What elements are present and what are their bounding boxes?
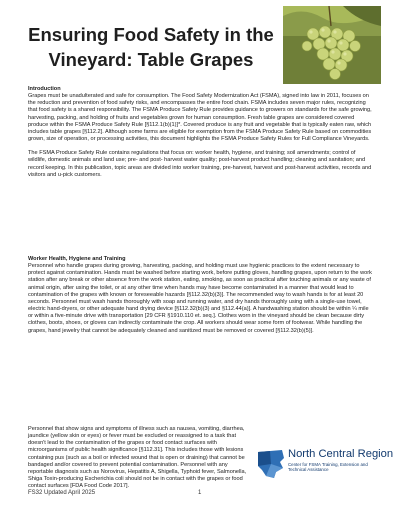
region-map-icon <box>256 448 286 480</box>
page-number: 1 <box>198 490 202 496</box>
introduction-heading: Introduction <box>28 86 61 92</box>
worker-health-section <box>28 256 374 335</box>
introduction-section <box>28 86 374 186</box>
worker-health-heading: Worker Health, Hygiene and Training <box>28 256 126 262</box>
page-title: Ensuring Food Safety in the Vineyard: Table Grapes <box>28 24 274 70</box>
grape-cluster-photo <box>283 6 381 84</box>
north-central-region-logo <box>256 448 394 484</box>
publication-code: FS32 Updated April 2025 <box>28 490 96 496</box>
logo-title: North Central Region <box>288 448 394 460</box>
introduction-paragraph-2: The FSMA Produce Safety Rule contains regulations that focus on: worker health, hygiene, and training; soil amendments; control of wildlife, domestic animals and land use; pre- and post- harvest water quality; post-harvest product handling; cleaning and sanitation; and record keeping. In this publication, topic areas are divided into worker training, pre-harvest, harvest and post-harvest activities, records and visitors and u-pick customers. <box>28 150 372 178</box>
worker-health-paragraph-2: Personnel that show signs and symptoms of illness such as nausea, vomiting, diarrhea, jaundice (yellow skin or eyes) or fever must be excluded or reassigned to a task that doesn't lead to the contamination of the grapes or food contact surfaces with microorganisms of public health significance [§112.31]. This includes those with lesions containing pus (such as a boil or infected wound that is open or draining) that cannot be bandaged and/or covered to prevent potential contamination. Personnel with any reportable diagnosis such as Norovirus, Hepatitis A, Shigella, Typhoid fever, Salmonella, Shiga Toxin-producing Escherichia coli should not be in contact with the grapes or food contact surfaces [FDA Food Code 2017]. <box>28 426 247 490</box>
introduction-paragraph-1: Grapes must be unadulterated and safe for consumption. The Food Safety Modernization Act (FSMA), signed into law in 2011, focuses on the reduction and prevention of food safety risks, and encompasses the entire food chain. FSMA includes seven major rules, recognizing that food safety is a shared responsibility. The FSMA Produce Safety Rule provides guidance to growers on standards for the safe growing, harvesting, packing, and holding of fruits and vegetables grown for human consumption. Fresh table grapes are considered covered produce within the FSMA Produce Safety Rule [§112.1(b)(1)]*. Covered produce is any fruit and vegetable that is typically eaten raw, which includes table grapes [§112.2]. Although some farms are eligible for exemption from the FSMA Produce Safety Rule based on commodities grown, size of operation, or processing activities, this document highlights the FSMA Produce Safety Rules for Full Compliance Vineyards. <box>28 93 372 143</box>
grape-cluster-image <box>283 6 381 84</box>
logo-subtitle: Center for FSMA Training, Extension and Technical Assistance <box>288 462 368 473</box>
illness-paragraph-block <box>28 426 250 490</box>
worker-health-paragraph-1: Personnel who handle grapes during growing, harvesting, packing, and holding must use hygienic practices to the extent necessary to protect against contamination. Hands must be washed before starting work, before putting gloves, handling grapes, upon return to the work station after any break or other absence from the work station, eating, smoking, as soon as practical after touching animals or any waste of animal origin, after using the toilet, or at any other time when hands may have become contaminated in a manner that would lead to contamination of the grapes with known or foreseeable hazards [§112.32(b)(3)]. The recommended way to wash hands is for at least 20 seconds. Personnel must wash hands thoroughly with soap and running water, and dry hands thoroughly using with a single-use towel, electric hand-dryers, or other adequate hand drying device [§112.32(b)(3) and §112.44(a)]. A handwashing station should be within ¼ mile or within a five-minute drive with transportation [29 CFR §1910.110 et. seq.]. Clothes worn in the vineyard should be clean because dirty clothes, boots, shoes, or gloves can indirectly contaminate the crop. All workers should wear some form of footwear. While handling the grapes, hand jewelry that cannot be adequately cleaned and sanitized must be removed or covered [§112.32(b)(5)]. <box>28 263 372 334</box>
